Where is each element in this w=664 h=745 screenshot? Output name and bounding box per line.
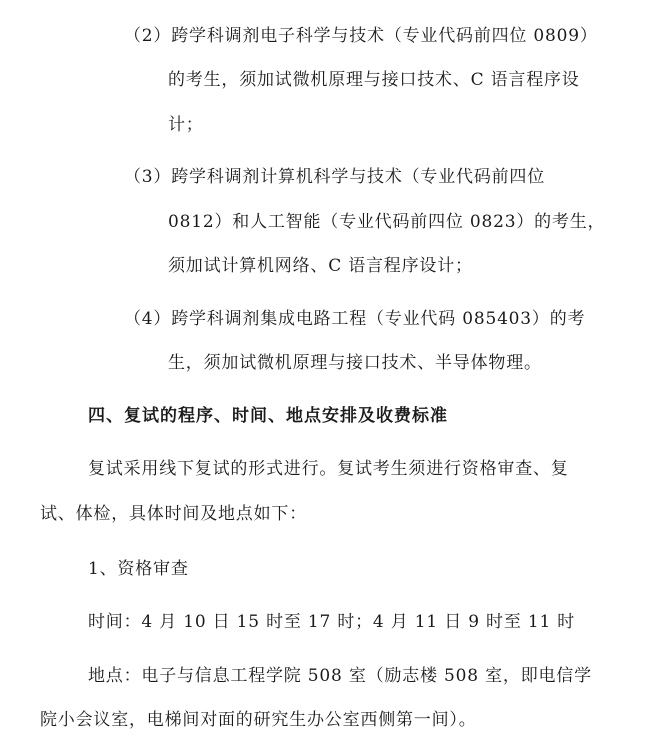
subheading-qualification-review: 1、资格审查 xyxy=(88,559,189,579)
item-2-line-3: 计； xyxy=(168,115,204,135)
location-line-1: 地点：电子与信息工程学院 508 室（励志楼 508 室，即电信学 xyxy=(88,666,592,686)
item-4-line-2: 生，须加试微机原理与接口技术、半导体物理。 xyxy=(168,353,542,373)
intro-line-1: 复试采用线下复试的形式进行。复试考生须进行资格审查、复 xyxy=(88,459,569,479)
item-3-line-3: 须加试计算机网络、C 语言程序设计； xyxy=(168,256,473,276)
item-3-line-2: 0812）和人工智能（专业代码前四位 0823）的考生， xyxy=(168,212,606,232)
time-line: 时间：4 月 10 日 15 时至 17 时；4 月 11 日 9 时至 11 时 xyxy=(88,612,576,632)
item-2-line-1: （2）跨学科调剂电子科学与技术（专业代码前四位 0809） xyxy=(124,26,598,46)
item-3-line-1: （3）跨学科调剂计算机科学与技术（专业代码前四位 xyxy=(124,167,546,187)
intro-line-2: 试、体检，具体时间及地点如下： xyxy=(40,504,307,524)
item-4-line-1: （4）跨学科调剂集成电路工程（专业代码 085403）的考 xyxy=(124,309,586,329)
location-line-2: 院小会议室，电梯间对面的研究生办公室西侧第一间）。 xyxy=(40,710,477,730)
item-2-line-2: 的考生，须加试微机原理与接口技术、C 语言程序设 xyxy=(168,70,580,90)
section-heading: 四、复试的程序、时间、地点安排及收费标准 xyxy=(88,406,448,426)
